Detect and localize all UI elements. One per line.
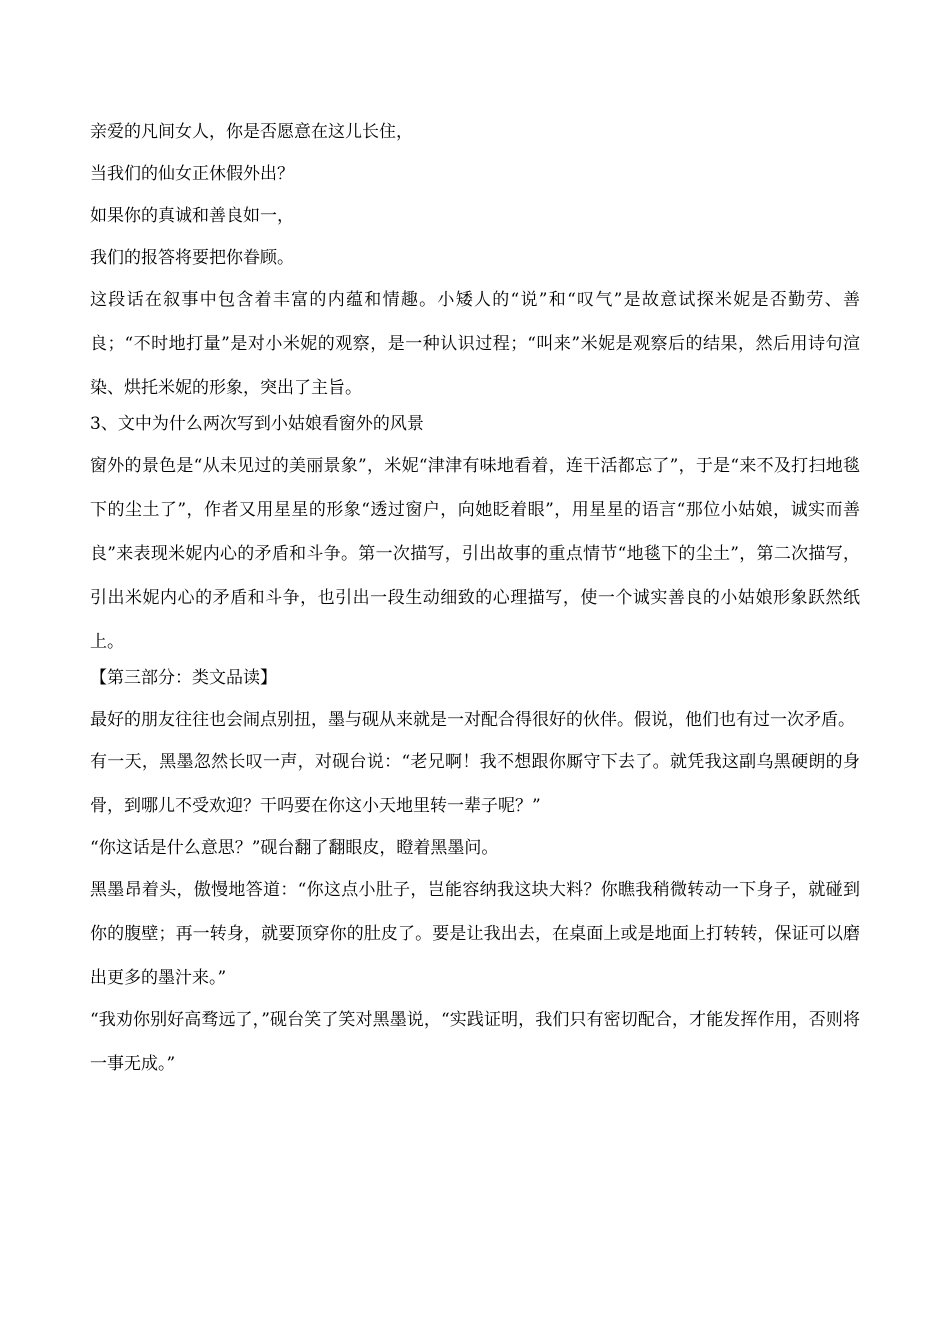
verse-line: 我们的报答将要把你眷顾。 — [90, 248, 294, 268]
story-paragraph: 最好的朋友往往也会闹点别扭，墨与砚从来就是一对配合得很好的伙伴。假说，他们也有过一次矛盾。 — [90, 710, 855, 730]
verse-line: 亲爱的凡间女人，你是否愿意在这儿长住， — [90, 122, 413, 142]
document-page — [90, 122, 860, 1086]
verse-line: 如果你的真诚和善良如一， — [90, 206, 294, 226]
verse-line: 当我们的仙女正休假外出？ — [90, 164, 294, 184]
story-paragraph: 黑墨昂着头，傲慢地答道：“你这点小肚子，岂能容纳我这块大料？你瞧我稍微转动一下身子，就碰到你的腹壁；再一转身，就要顶穿你的肚皮了。要是让我出去，在桌面上或是地面上打转转，保证可以磨出更多的墨汁来。” — [90, 880, 860, 988]
answer-paragraph: 窗外的景色是“从未见过的美丽景象”，米妮“津津有味地看着，连干活都忘了”，于是“来不及打扫地毯下的尘土了”，作者又用星星的形象“透过窗户，向她眨着眼”，用星星的语言“那位小姑娘，诚实而善良”来表现米妮内心的矛盾和斗争。第一次描写，引出故事的重点情节“地毯下的尘土”，第二次描写，引出米妮内心的矛盾和斗争，也引出一段生动细致的心理描写，使一个诚实善良的小姑娘形象跃然纸上。 — [90, 456, 860, 652]
story-paragraph: 有一天，黑墨忽然长叹一声，对砚台说：“老兄啊！我不想跟你厮守下去了。就凭我这副乌黑硬朗的身骨，到哪儿不受欢迎？干吗要在你这小天地里转一辈子呢？” — [90, 752, 860, 816]
analysis-paragraph: 这段话在叙事中包含着丰富的内蕴和情趣。小矮人的“说”和“叹气”是故意试探米妮是否勤劳、善良；“不时地打量”是对小米妮的观察，是一种认识过程；“叫来”米妮是观察后的结果，然后用诗句渲染、烘托米妮的形象，突出了主旨。 — [90, 290, 860, 398]
question-heading: 3、文中为什么两次写到小姑娘看窗外的风景 — [90, 414, 424, 434]
story-paragraph: “你这话是什么意思？”砚台翻了翻眼皮，瞪着黑墨问。 — [90, 838, 499, 858]
story-paragraph: “我劝你别好高骛远了，”砚台笑了笑对黑墨说，“实践证明，我们只有密切配合，才能发挥作用，否则将一事无成。” — [90, 1010, 860, 1074]
section-heading: 【第三部分：类文品读】 — [90, 668, 277, 688]
